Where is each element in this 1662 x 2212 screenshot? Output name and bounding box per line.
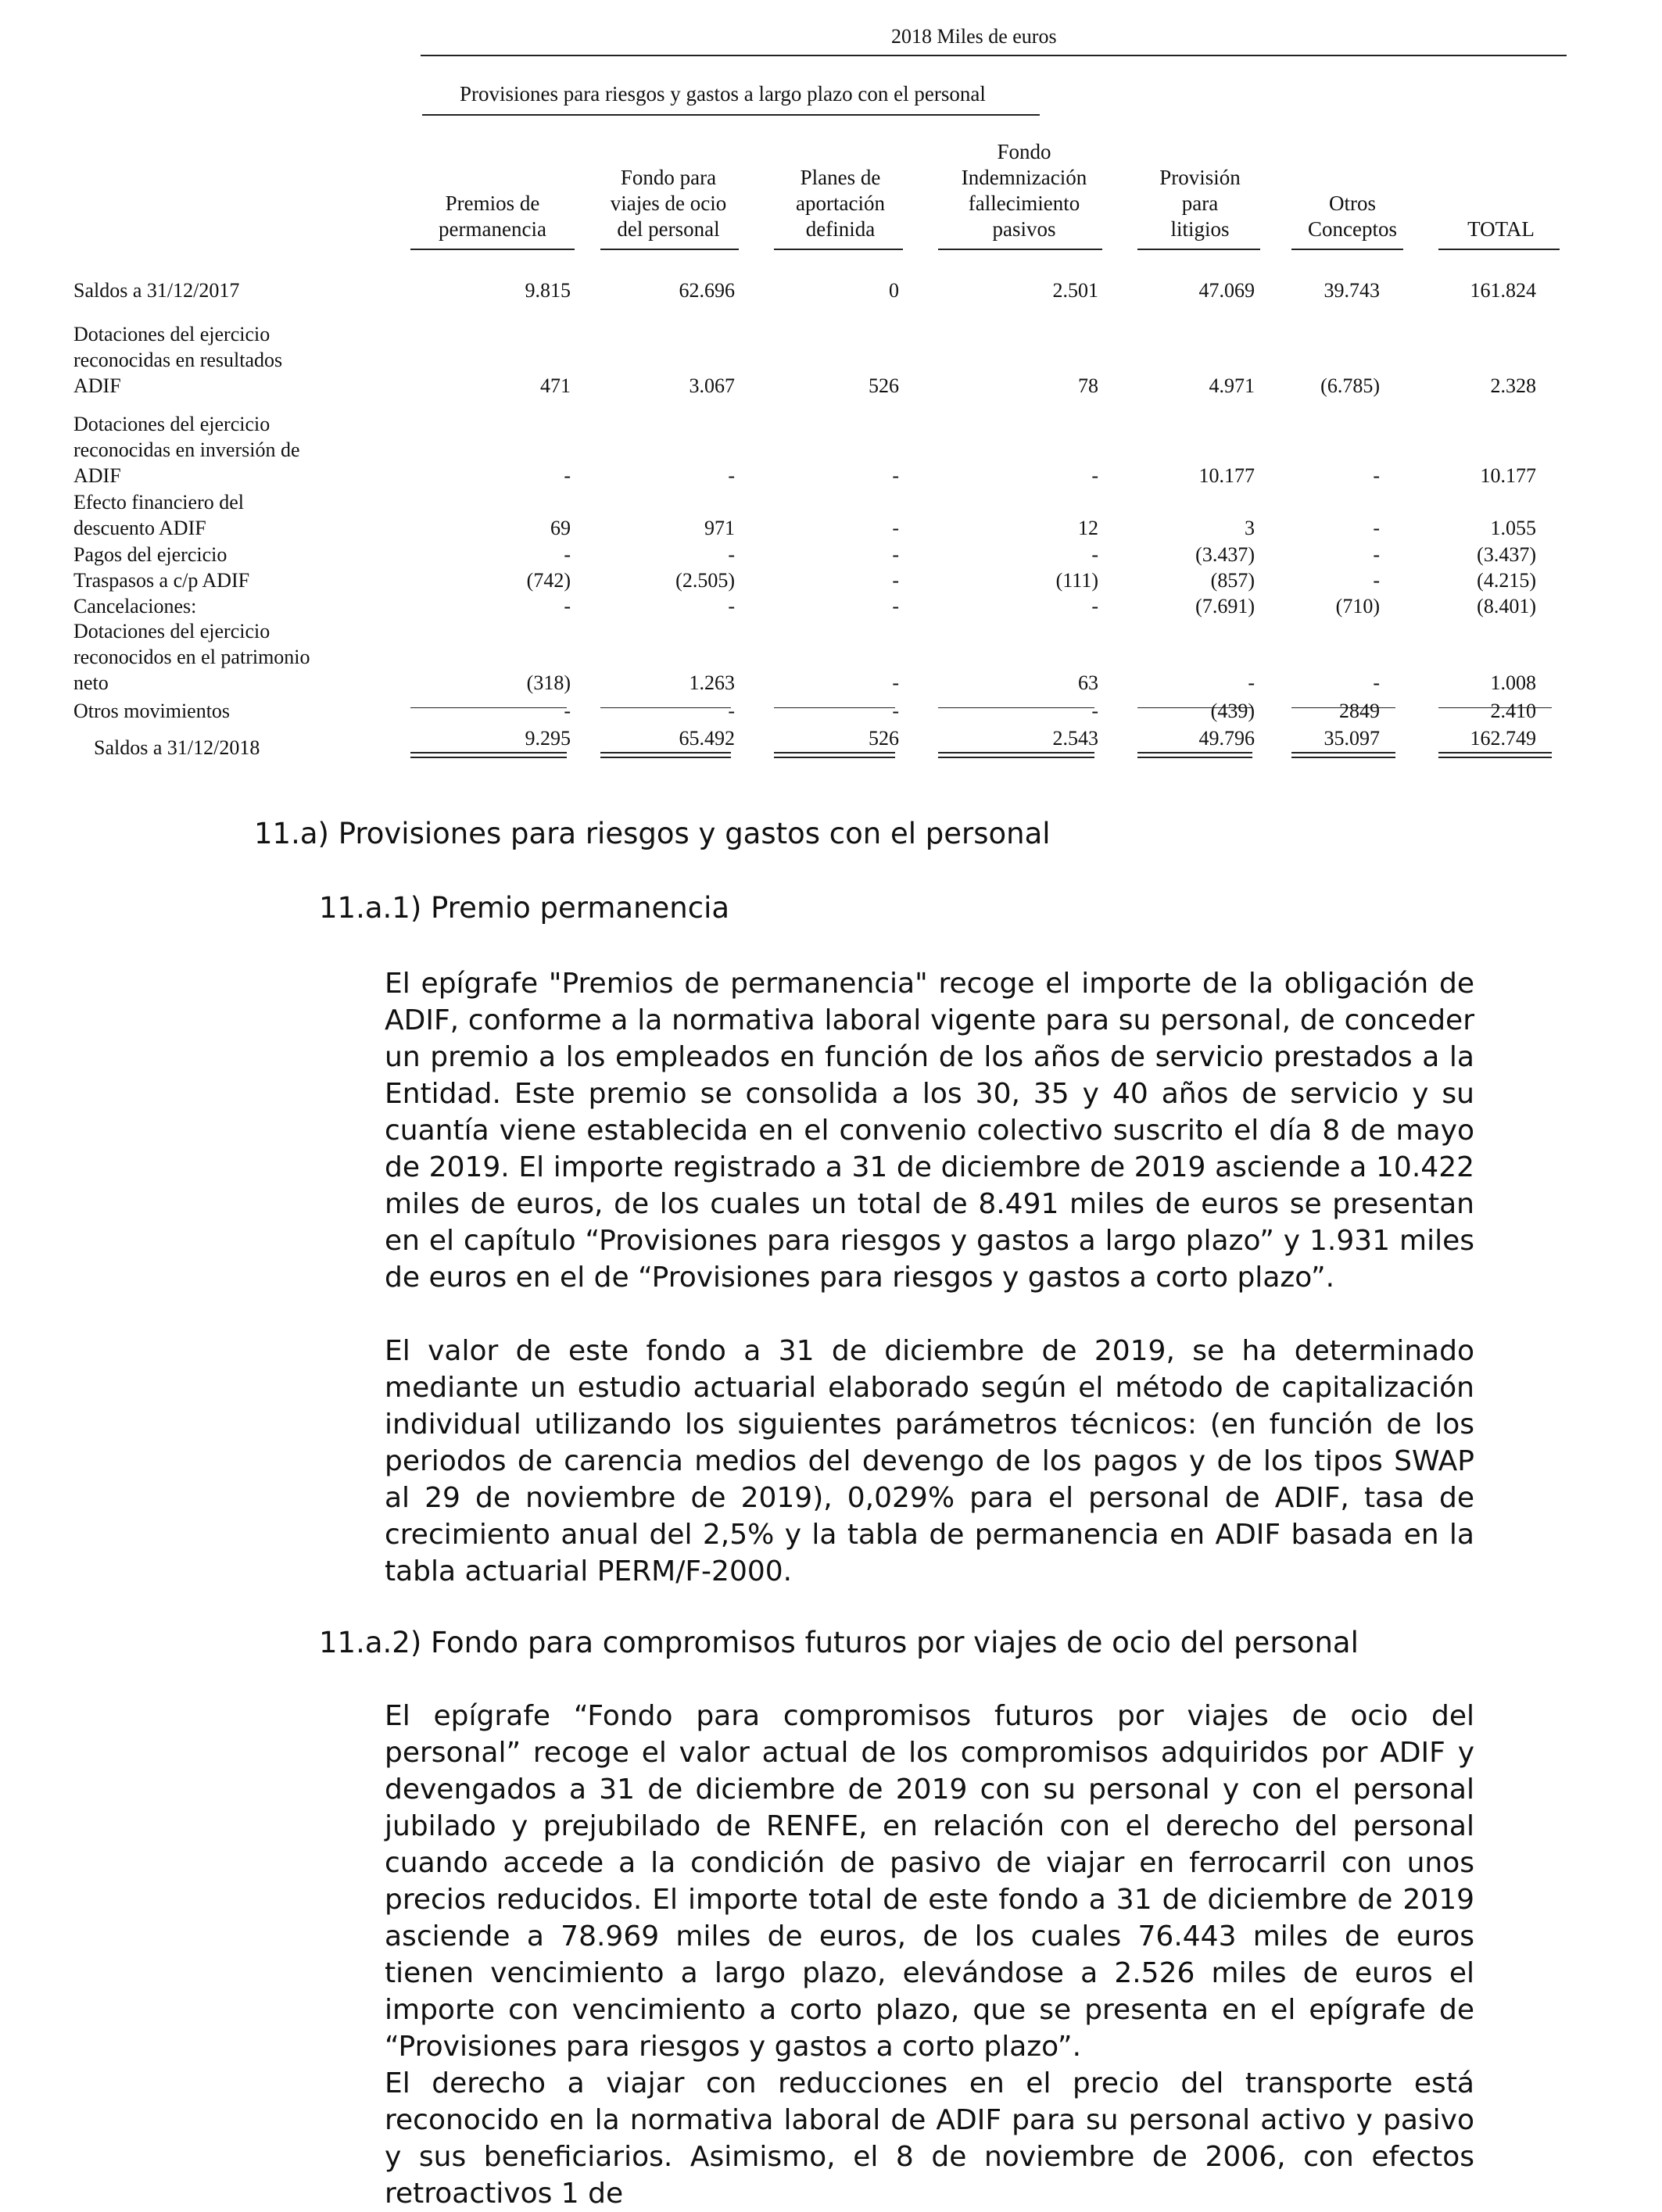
table-cell: - [892,700,899,722]
column-header-rule [600,249,739,250]
table-cell: 2849 [1339,700,1380,722]
total-double-rule [1137,752,1252,758]
row-label-line: Cancelaciones: [73,595,197,617]
paragraph-fondo-viajes: El epígrafe “Fondo para compromisos futuros por viajes de ocio del personal” recoge el valor actual de los compromisos adquiridos por ADIF y devengados a 31 de diciembre de 2019 con su personal y con el personal jubilado y prejubilado de RENFE, en relación con el derecho del personal cuando accede a la condición de pasivo de viajar en ferrocarril con unos precios reducidos. El importe total de este fondo a 31 de diciembre de 2019 asciende a 78.969 miles de euros, de los cuales 76.443 miles de euros tienen vencimiento a largo plazo, elevándose a 2.526 miles de euros el importe con vencimiento a corto plazo, que se presenta en el epígrafe de “Provisiones para riesgos y gastos a corto plazo”. [385,1700,1474,2063]
table-cell: (3.437) [1477,543,1536,566]
row-label-line: descuento ADIF [73,517,206,539]
column-header-line: Premios de [445,191,540,215]
row-label-line: Dotaciones del ejercicio [73,323,270,345]
column-header-line: litigios [1170,217,1230,241]
table-cell: 161.824 [1470,279,1536,302]
table-top-rule [421,55,1567,56]
table-cell: - [1091,543,1098,566]
column-header-rule [1438,249,1560,250]
table-cell: (7.691) [1195,595,1255,617]
table-cell: 10.177 [1198,464,1255,487]
subsection-heading-premio: 11.a.1) Premio permanencia [319,891,730,925]
total-double-rule [774,752,895,758]
table-cell: 162.749 [1470,727,1536,750]
table-cell: - [564,464,571,487]
total-double-rule [410,752,567,758]
table-cell: - [1373,671,1380,694]
column-header-line: definida [805,217,876,241]
table-cell: - [728,595,735,617]
table-cell: 12 [1078,517,1098,539]
row-label-line: Pagos del ejercicio [73,543,227,566]
table-cell: 47.069 [1198,279,1255,302]
column-header [930,139,1118,242]
table-cell: (857) [1210,569,1255,592]
table-cell: - [892,671,899,694]
table-cell: 3.067 [689,374,735,397]
table-cell: (111) [1055,569,1098,592]
table-cell: 1.263 [689,671,735,694]
column-header-line: TOTAL [1467,217,1535,241]
table-cell: 39.743 [1324,279,1380,302]
table-cell: (6.785) [1320,374,1380,397]
table-cell: - [1373,517,1380,539]
row-label-line: Saldos a 31/12/2018 [94,736,260,759]
column-header-line: Otros [1329,191,1376,215]
column-header-line: viajes de ocio [610,191,727,215]
subtotal-rule [410,707,567,708]
table-cell: (742) [526,569,571,592]
subtotal-rule [600,707,731,708]
paragraph-premios: El epígrafe "Premios de permanencia" recoge el importe de la obligación de ADIF, conforme a la normativa laboral vigente para su personal, de conceder un premio a los empleados en función de los años de servicio prestados a la Entidad. Este premio se consolida a los 30, 35 y 40 años de servicio y su cuantía viene establecida en el convenio colectivo suscrito el día 8 de mayo de 2019. El importe registrado a 31 de diciembre de 2019 asciende a 10.422 miles de euros, de los cuales un total de 8.491 miles de euros se presentan en el capítulo “Provisiones para riesgos y gastos a largo plazo” y 1.931 miles de euros en el de “Provisiones para riesgos y gastos a corto plazo”. [385,968,1474,1294]
column-header [575,165,762,242]
table-cell: 63 [1078,671,1098,694]
table-cell: - [892,464,899,487]
row-label [94,735,260,761]
table-cell: 65.492 [679,727,735,750]
row-label-line: reconocidas en inversión de [73,438,300,461]
table-cell: 526 [869,374,899,397]
column-header [747,165,934,242]
subsection-heading-viajes: 11.a.2) Fondo para compromisos futuros por viajes de ocio del personal [319,1626,1359,1659]
column-header-line: pasivos [992,217,1056,241]
column-header-line: Indemnización [961,166,1087,189]
table-cell: 971 [704,517,735,539]
table-cell: - [564,700,571,722]
table-cell: - [1373,543,1380,566]
column-header-rule [938,249,1102,250]
column-header-rule [410,249,575,250]
column-header [399,191,586,242]
row-label-line: reconocidas en resultados [73,349,283,371]
table-group-title: Provisiones para riesgos y gastos a largo plazo con el personal [460,82,986,106]
table-cell: (4.215) [1477,569,1536,592]
row-label [73,411,300,489]
table-cell: 35.097 [1324,727,1380,750]
column-header-line: Provisión [1159,166,1241,189]
column-header-line: aportación [796,191,885,215]
column-header-line: Fondo para [620,166,717,189]
total-double-rule [938,752,1094,758]
column-header-line: del personal [617,217,720,241]
table-cell: 2.543 [1052,727,1098,750]
table-cell: (3.437) [1195,543,1255,566]
column-header-rule [1137,249,1260,250]
table-cell: - [1091,595,1098,617]
row-label-line: reconocidos en el patrimonio [73,646,310,668]
table-cell: 69 [550,517,571,539]
row-label [73,593,196,619]
table-cell: 471 [540,374,571,397]
table-cell: - [1373,569,1380,592]
column-header-line: permanencia [439,217,546,241]
column-header-line: Conceptos [1308,217,1397,241]
column-header-line: Planes de [800,166,881,189]
subtotal-rule [1291,707,1395,708]
subtotal-rule [1438,707,1552,708]
table-cell: - [892,543,899,566]
table-cell: - [564,595,571,617]
table-cell: - [1248,671,1255,694]
row-label [73,321,282,399]
row-label-line: Dotaciones del ejercicio [73,413,270,435]
table-cell: - [892,595,899,617]
row-label-line: Dotaciones del ejercicio [73,620,270,642]
table-cell: - [564,543,571,566]
column-header [1407,217,1595,242]
table-cell: 3 [1245,517,1255,539]
row-label [73,277,239,303]
column-header-line: fallecimiento [968,191,1080,215]
table-header-year-unit: 2018 Miles de euros [891,25,1057,48]
table-cell: 2.501 [1052,279,1098,302]
table-cell: 2.328 [1490,374,1536,397]
row-label-line: ADIF [73,464,121,487]
row-label-line: Saldos a 31/12/2017 [73,279,240,302]
table-cell: - [1091,464,1098,487]
row-label-line: ADIF [73,374,121,397]
table-cell: 4.971 [1209,374,1255,397]
table-cell: (318) [526,671,571,694]
table-cell: (8.401) [1477,595,1536,617]
total-double-rule [600,752,731,758]
table-cell: 2.410 [1490,700,1536,722]
row-label [73,542,227,567]
table-cell: - [892,517,899,539]
table-cell: 9.295 [525,727,571,750]
table-cell: 49.796 [1198,727,1255,750]
table-cell: 78 [1078,374,1098,397]
row-label-line: Otros movimientos [73,700,231,722]
section-heading: 11.a) Provisiones para riesgos y gastos con el personal [254,817,1051,850]
table-cell: - [728,543,735,566]
row-label [73,698,230,724]
table-cell: 526 [869,727,899,750]
table-cell: 62.696 [679,279,735,302]
table-cell: - [728,464,735,487]
column-header-line: Fondo [997,140,1051,163]
row-label-line: Efecto financiero del [73,491,244,514]
table-cell: - [892,569,899,592]
total-double-rule [1291,752,1395,758]
table-cell: (2.505) [675,569,735,592]
table-cell: 1.055 [1490,517,1536,539]
table-cell: (439) [1210,700,1255,722]
table-cell: 0 [889,279,899,302]
table-cell: 9.815 [525,279,571,302]
row-label [73,489,244,541]
column-header-rule [774,249,903,250]
table-cell: 1.008 [1490,671,1536,694]
row-label [73,618,310,696]
table-cell: - [1373,464,1380,487]
paragraph-derecho-viajar: El derecho a viajar con reducciones en el precio del transporte está reconocido en la normativa laboral de ADIF para su personal activo y pasivo y sus beneficiarios. Asimismo, el 8 de noviembre de 2006, con efectos retroactivos 1 de [385,2067,1474,2210]
row-label [73,567,249,593]
table-cell: - [728,700,735,722]
table-cell: 10.177 [1480,464,1536,487]
table-group-rule [422,114,1040,116]
row-label-line: Traspasos a c/p ADIF [73,569,250,592]
table-cell: - [1091,700,1098,722]
paragraph-valor-fondo: El valor de este fondo a 31 de diciembre de 2019, se ha determinado mediante un estudio actuarial elaborado según el método de capitalización individual utilizando los siguientes parámetros técnicos: (en función de los periodos de carencia medios del devengo de los pagos y de los tipos SWAP al 29 de noviembre de 2019), 0,029% para el personal de ADIF, tasa de crecimiento anual del 2,5% y la tabla de permanencia en ADIF basada en la tabla actuarial PERM/F-2000. [385,1335,1474,1587]
subtotal-rule [938,707,1094,708]
table-cell: (710) [1335,595,1380,617]
subtotal-rule [1137,707,1252,708]
row-label-line: neto [73,671,109,694]
column-header-rule [1291,249,1403,250]
total-double-rule [1438,752,1552,758]
column-header-line: para [1181,191,1219,215]
subtotal-rule [774,707,895,708]
